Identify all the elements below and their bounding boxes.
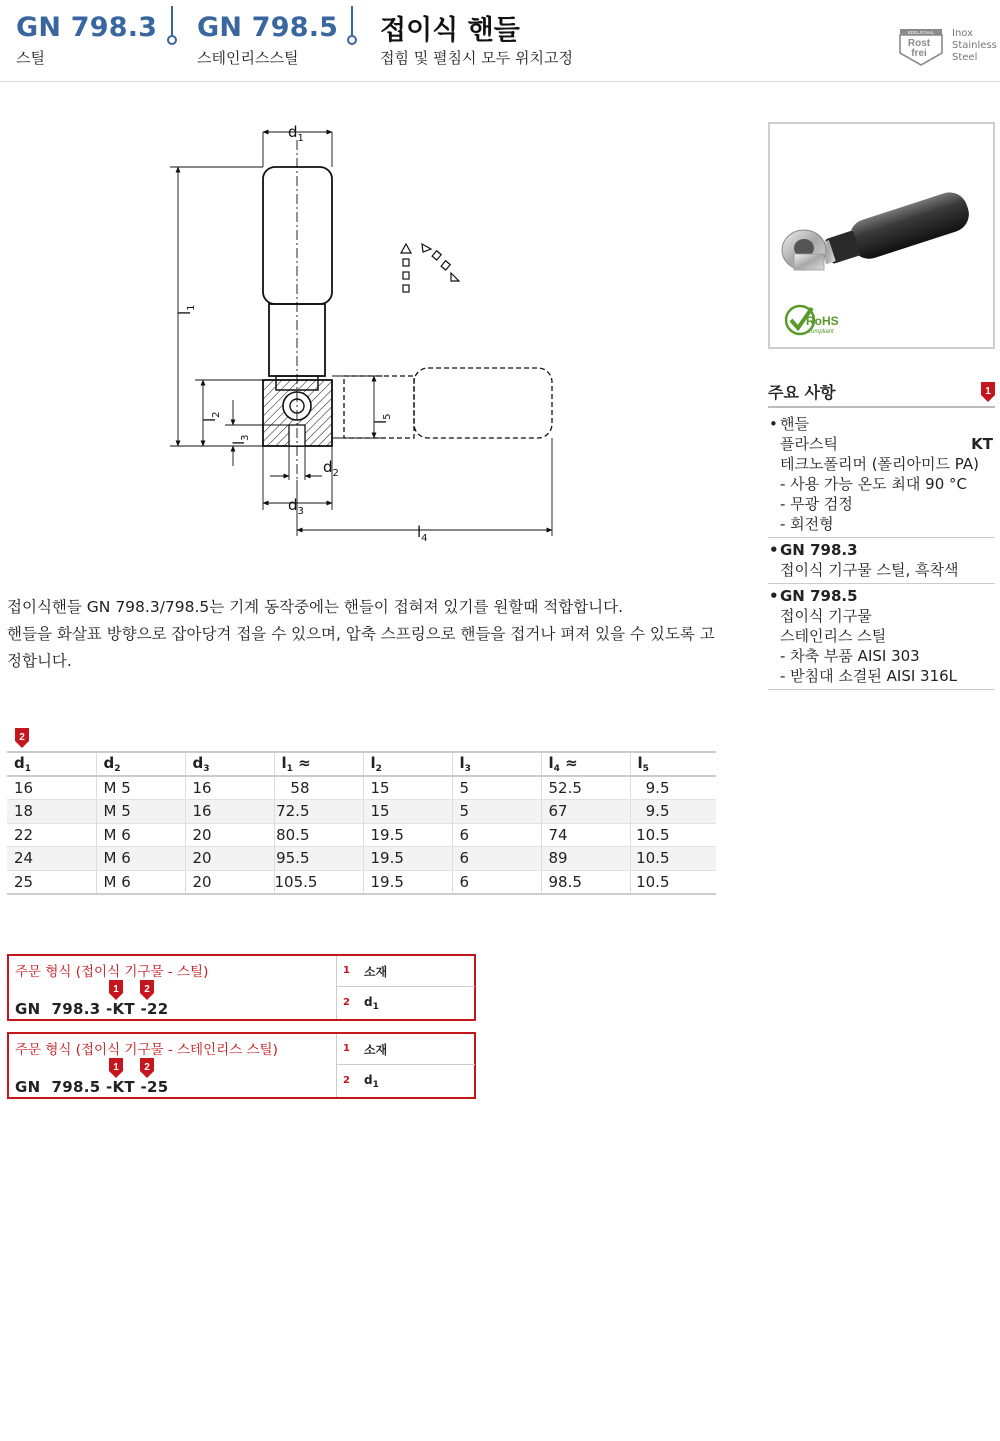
table-cell: [7, 823, 96, 847]
badge-caption-line: Steel: [952, 52, 978, 63]
dimensions-table: [7, 751, 716, 895]
table-cell: [452, 847, 541, 871]
order-code: GN 798.5 -KT -25: [15, 1078, 169, 1096]
legend-number: 2: [343, 1075, 350, 1086]
order-legend-row: [337, 1034, 475, 1065]
badge-main-text-2: frei: [911, 48, 927, 59]
cell-value: 105.5: [274, 872, 318, 891]
header-base: l: [459, 754, 465, 772]
cell-value: M 5: [103, 802, 131, 821]
cell-value: 15: [370, 779, 390, 797]
dim-label-d3: $d_3$: [288, 496, 304, 517]
legend-label: $d_1$: [364, 995, 379, 1012]
header-base: l: [637, 754, 643, 772]
badge-main-text-1: Rost: [907, 38, 931, 49]
cell-value: 58: [290, 779, 310, 797]
header-sub: 4: [553, 764, 560, 774]
cell-value: 10.5: [636, 849, 670, 868]
cell-value: 6: [459, 872, 470, 891]
feature-line: [768, 434, 995, 454]
description-line: 정합니다.: [7, 652, 72, 670]
table-row: [7, 800, 716, 824]
cell-value: 52.5: [548, 779, 582, 797]
table-cell: [7, 870, 96, 894]
product-material-stainless: 스테인리스스틸: [197, 49, 299, 67]
cell-value: 16: [192, 802, 212, 821]
product-photo: [768, 122, 995, 349]
table-cell: [363, 847, 452, 871]
dim-label-l1: $l_1$: [176, 304, 197, 315]
cell-value: 74: [548, 825, 568, 844]
svg-text:2: 2: [19, 732, 25, 743]
cell-value: 89: [548, 849, 568, 868]
cell-value: 16: [14, 779, 34, 797]
feature-text: 핸들: [780, 415, 809, 433]
legend-number: 1: [343, 965, 350, 976]
header-base: l: [548, 754, 554, 772]
table-cell: [363, 800, 452, 824]
cell-value: 20: [192, 825, 212, 844]
cell-value: 72.5: [276, 802, 310, 821]
order-legend-row: [337, 988, 475, 1019]
feature-text: - 회전형: [780, 515, 834, 533]
description-line: 핸들을 화살표 방향으로 잡아당겨 접을 수 있으며, 압축 스프링으로 핸들을 접거나 펴져 있을 수 있도록 고: [7, 625, 715, 643]
dim-label-d1: $d_1$: [288, 123, 304, 144]
table-cell: [541, 870, 630, 894]
cell-value: 98.5: [548, 872, 582, 891]
feature-line: [768, 514, 995, 534]
table-cell: [7, 776, 96, 800]
table-cell: [96, 776, 185, 800]
header-separator: [166, 6, 178, 46]
dim-label-l2: $l_2$: [201, 411, 222, 422]
handle-grip-vertical: [263, 167, 332, 304]
product-material-steel: 스틸: [16, 49, 45, 67]
column-header: [185, 752, 274, 776]
badge-caption: [952, 28, 997, 64]
feature-text: 테크노폴리머 (폴리아미드 PA): [780, 455, 979, 473]
table-row: [7, 823, 716, 847]
product-code-stainless: GN 798.5: [197, 12, 339, 43]
table-cell: [363, 776, 452, 800]
header-sub: 3: [464, 764, 471, 774]
header-base: d: [14, 754, 25, 772]
table-cell: [541, 847, 630, 871]
description-line: 접이식핸들 GN 798.3/798.5는 기계 동작중에는 핸들이 접혀져 있기를 원할때 적합합니다.: [7, 598, 624, 616]
feature-line: [768, 626, 995, 646]
column-header: [274, 752, 363, 776]
feature-line: [768, 606, 995, 626]
table-cell: [541, 823, 630, 847]
table-cell: [541, 800, 630, 824]
svg-text:1: 1: [113, 984, 119, 995]
feature-line: [768, 494, 995, 514]
header-sub: 2: [375, 764, 382, 774]
cell-value: 19.5: [370, 825, 404, 844]
table-cell: [274, 800, 363, 824]
table-cell: [185, 800, 274, 824]
table-cell: [185, 823, 274, 847]
feature-text: - 무광 검정: [780, 495, 853, 513]
dim-label-l3: $l_3$: [230, 434, 251, 445]
cell-value: 10.5: [636, 825, 670, 844]
table-cell: [630, 823, 716, 847]
table-cell: [630, 870, 716, 894]
cell-value: 20: [192, 872, 212, 891]
marker-1-icon: [981, 382, 995, 402]
header-sub: 1: [24, 764, 32, 774]
svg-text:1: 1: [985, 386, 991, 397]
feature-line: [768, 414, 995, 434]
page-header: [0, 0, 1000, 82]
features-list: [768, 412, 995, 690]
pull-arrow-icon: [401, 244, 411, 292]
feature-text: - 차축 부품 AISI 303: [780, 647, 920, 665]
feature-line: [768, 666, 995, 686]
table-cell: [96, 800, 185, 824]
table-cell: [7, 847, 96, 871]
order-legend-row: [337, 1066, 475, 1097]
table-cell: [96, 870, 185, 894]
column-header: [630, 752, 716, 776]
header-sub: 5: [642, 764, 649, 774]
table-cell: [274, 870, 363, 894]
table-cell: [630, 776, 716, 800]
table-cell: [96, 823, 185, 847]
header-base: l: [281, 754, 287, 772]
handle-photo-icon: [770, 124, 993, 347]
table-row: [7, 870, 716, 894]
cell-value: 25: [14, 872, 34, 891]
handle-folded-position: [344, 368, 552, 438]
feature-group: [768, 412, 995, 538]
product-code-steel: GN 798.3: [16, 12, 158, 43]
order-example: [7, 1032, 476, 1099]
feature-group: [768, 584, 995, 690]
feature-line: [768, 560, 995, 580]
cell-value: M 6: [103, 825, 131, 844]
header-suffix: ≈: [292, 754, 311, 772]
table-cell: [363, 823, 452, 847]
svg-text:2: 2: [144, 984, 150, 995]
order-title: 주문 형식 (접이식 기구물 - 스틸): [15, 964, 209, 980]
order-code: GN 798.3 -KT -22: [15, 1000, 169, 1018]
cell-value: 5: [459, 802, 470, 821]
feature-text: 접이식 기구물 스틸, 흑착색: [780, 561, 959, 579]
badge-caption-line: Stainless: [952, 40, 997, 51]
header-suffix: ≈: [559, 754, 578, 772]
feature-text: GN 798.3: [780, 541, 858, 559]
page-subtitle: 접힘 및 펼침시 모두 위치고정: [380, 49, 573, 67]
table-cell: [452, 870, 541, 894]
cell-value: 19.5: [370, 872, 404, 891]
table-cell: [274, 776, 363, 800]
material-code: KT: [971, 435, 993, 453]
feature-line: [768, 646, 995, 666]
feature-text: 접이식 기구물: [780, 607, 872, 625]
legend-number: 1: [343, 1043, 350, 1054]
cell-value: 9.5: [645, 802, 670, 821]
order-example: [7, 954, 476, 1021]
table-cell: [541, 776, 630, 800]
legend-label: $d_1$: [364, 1073, 379, 1090]
table-cell: [96, 847, 185, 871]
table-cell: [630, 847, 716, 871]
feature-text: 플라스틱: [780, 435, 838, 453]
cell-value: 6: [459, 849, 470, 868]
header-sub: 2: [114, 764, 121, 774]
feature-text: - 사용 가능 온도 최대 90 °C: [780, 475, 968, 493]
table-row: [7, 847, 716, 871]
header-base: l: [370, 754, 376, 772]
technical-drawing: [160, 110, 600, 550]
dim-label-l4: $l_4$: [417, 523, 428, 544]
cell-value: 20: [192, 849, 212, 868]
table-cell: [363, 870, 452, 894]
feature-group: [768, 538, 995, 584]
cell-value: 6: [459, 825, 470, 844]
order-legend: [336, 956, 474, 1019]
table-cell: [7, 800, 96, 824]
table-cell: [452, 776, 541, 800]
order-title: 주문 형식 (접이식 기구물 - 스테인리스 스틸): [15, 1042, 278, 1058]
features-title: 주요 사항: [768, 383, 836, 402]
features-header: [768, 380, 995, 408]
feature-text: - 받침대 소결된 AISI 316L: [780, 667, 958, 685]
table-cell: [452, 800, 541, 824]
header-base: d: [192, 754, 204, 772]
feature-line: [768, 474, 995, 494]
cell-value: 80.5: [276, 825, 310, 844]
table-cell: [630, 800, 716, 824]
table-cell: [274, 823, 363, 847]
rohs-logo-icon: [786, 306, 839, 335]
feature-line: [768, 586, 995, 606]
cell-value: 18: [14, 802, 34, 821]
fold-arrow-icon: [422, 244, 459, 281]
badge-caption-line: Inox: [952, 28, 974, 39]
order-legend: [336, 1034, 474, 1097]
feature-line: [768, 454, 995, 474]
page-title: 접이식 핸들: [380, 15, 520, 46]
marker-2-icon: [14, 728, 30, 752]
legend-label: 소재: [364, 1043, 388, 1057]
header-separator: [346, 6, 358, 46]
rohs-label: RoHS: [806, 314, 839, 328]
legend-number: 2: [343, 997, 350, 1008]
header-base: d: [103, 754, 115, 772]
feature-text: GN 798.5: [780, 587, 858, 605]
cell-value: M 5: [103, 779, 131, 797]
column-header: [363, 752, 452, 776]
header-sub: 1: [286, 764, 293, 774]
table-cell: [185, 776, 274, 800]
cell-value: 24: [14, 849, 34, 868]
product-description: [7, 594, 719, 675]
cell-value: 95.5: [276, 849, 310, 868]
table-cell: [274, 847, 363, 871]
column-header: [96, 752, 185, 776]
cell-value: 10.5: [636, 872, 670, 891]
table-row: [7, 776, 716, 800]
cell-value: 67: [548, 802, 568, 821]
feature-line: [768, 540, 995, 560]
cell-value: M 6: [103, 872, 131, 891]
rostfrei-badge-icon: [898, 27, 944, 67]
column-header: [541, 752, 630, 776]
rohs-sublabel: compliant: [808, 329, 834, 335]
cell-value: M 6: [103, 849, 131, 868]
feature-text: 스테인리스 스틸: [780, 627, 887, 645]
table-cell: [185, 870, 274, 894]
cell-value: 5: [459, 779, 470, 797]
svg-text:2: 2: [144, 1062, 150, 1073]
cell-value: 22: [14, 825, 34, 844]
cell-value: 9.5: [645, 779, 670, 797]
svg-text:1: 1: [113, 1062, 119, 1073]
cell-value: 15: [370, 802, 390, 821]
cell-value: 16: [192, 779, 212, 797]
dim-label-l5: $l_5$: [372, 413, 393, 424]
table-cell: [185, 847, 274, 871]
table-cell: [452, 823, 541, 847]
order-legend-row: [337, 956, 475, 987]
cell-value: 19.5: [370, 849, 404, 868]
badge-top-text: EDELSTAHL: [908, 30, 934, 35]
dim-label-d2: $d_2$: [323, 458, 339, 479]
legend-label: 소재: [364, 965, 388, 979]
column-header: [452, 752, 541, 776]
header-sub: 3: [203, 764, 210, 774]
column-header: [7, 752, 96, 776]
